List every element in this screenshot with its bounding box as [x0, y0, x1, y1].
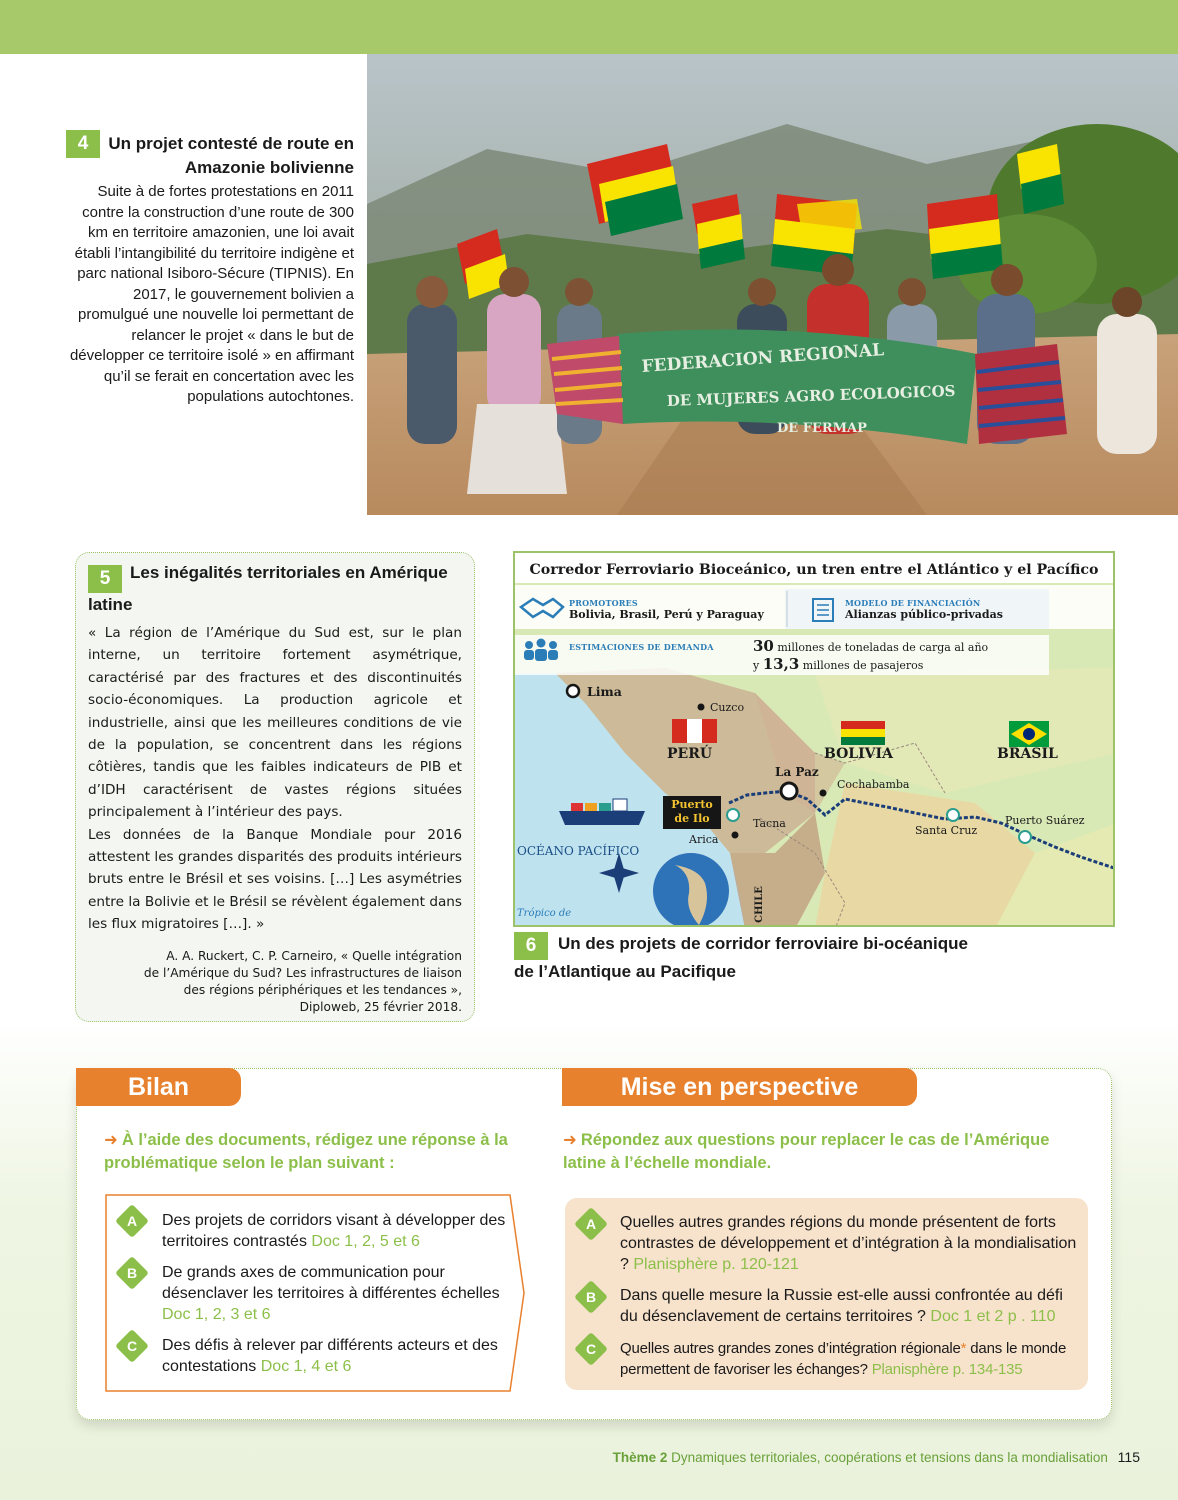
city-puerto-suarez: Puerto Suárez: [1005, 814, 1085, 827]
bilan-instruction: ➜ À l’aide des documents, rédigez une réponse à la problématique selon le plan suivant :: [104, 1131, 508, 1172]
tropic-label: Trópico de: [517, 908, 572, 919]
country-peru: PERÚ: [667, 746, 713, 762]
cochabamba-marker: [820, 790, 827, 797]
bilan-item-a: Des projets de corridors visant à développer des territoires contrastés Doc 1, 2, 5 et 6: [162, 1212, 506, 1250]
corridor-map: [513, 551, 1115, 927]
port-ilo-label: Puerto de Ilo: [663, 796, 721, 829]
doc6-caption: 6 Un des projets de corridor ferroviaire bi-océanique de l’Atlantique au Pacifique: [514, 934, 968, 981]
protest-photo: [367, 54, 1178, 515]
tacna-marker: [727, 809, 739, 821]
svg-text:DE FERMAP: DE FERMAP: [777, 421, 867, 436]
city-arica: Arica: [689, 833, 719, 846]
doc4-caption: Suite à de fortes protestations en 2011 contre la construction d’une route de 300 km en territoire amazonien, une loi avait établi l’intangibilité du territoire indigène et parc national Isiboro-Sécure (TIPNIS). En 2017, le gouvernement bolivien a promulgué une nouvelle loi permettant de relancer le projet « dans le but de développer ce territoire isolé » en affirmant qu’il se ferait en concertation avec les populations autochtones.: [69, 183, 354, 405]
arica-marker: [732, 832, 739, 839]
arrow-icon: ➜: [563, 1131, 577, 1149]
doc4-title: 4 Un projet contesté de route en Amazonie bolivienne: [66, 132, 354, 180]
doc4-number: 4: [66, 130, 100, 158]
mise-item-a: Quelles autres grandes régions du monde présentent de forts contrastes de développement et d’intégration à la mondialisation ? Planisphère p. 120-121: [620, 1214, 1077, 1273]
peru-flag-icon: [672, 719, 717, 743]
doc5-box: [75, 552, 475, 1022]
mise-item-c: Quelles autres grandes zones d’intégration régionale* dans le monde permettent de favoriser les échanges? Planisphère p. 134-135: [620, 1340, 1067, 1378]
bolivia-flag-icon: [841, 721, 885, 745]
svg-text:DE MUJERES AGRO ECOLOGICOS: DE MUJERES AGRO ECOLOGICOS: [666, 381, 956, 410]
lima-marker: [567, 685, 579, 697]
city-lima: Lima: [587, 684, 622, 699]
footer-title: Dynamiques territoriales, coopérations et tensions dans la mondialisation: [671, 1450, 1108, 1465]
city-santa-cruz: Santa Cruz: [915, 824, 978, 837]
brasil-flag-icon: [1009, 721, 1049, 747]
letter-b-badge: B: [574, 1280, 608, 1314]
country-chile: CHILE: [753, 886, 765, 923]
doc4-text: [66, 132, 354, 408]
doc6-number: 6: [514, 932, 548, 960]
ocean-label: OCÉANO PACÍFICO: [517, 844, 640, 858]
map-title: Corredor Ferroviario Bioceánico, un tren entre el Atlántico y el Pacífico: [529, 562, 1099, 578]
puerto-suarez-marker: [1019, 831, 1031, 843]
letter-b-badge: B: [115, 1256, 149, 1290]
demanda-values: 30 millones de toneladas de carga al año y 13,3 millones de pasajeros: [753, 637, 989, 673]
page-number: 115: [1117, 1449, 1140, 1465]
bilan-tab: Bilan: [76, 1068, 241, 1106]
doc5-title: 5 Les inégalités territoriales en Amérique latine: [88, 563, 448, 614]
country-brasil: BRASIL: [997, 746, 1058, 762]
doc5-source: A. A. Ruckert, C. P. Carneiro, « Quelle intégration de l’Amérique du Sud? Les infrastructures de liaison des régions périphériques et les tendances », Diploweb, 25 février 2018.: [143, 948, 462, 1014]
city-cuzco: Cuzco: [710, 701, 745, 714]
svg-text:FEDERACION REGIONAL: FEDERACION REGIONAL: [640, 340, 885, 377]
page-footer: [0, 1449, 1140, 1465]
top-band: [0, 0, 1178, 54]
doc5-paragraph-1: « La région de l’Amérique du Sud est, sur le plan interne, un territoire fortement asymétrique, caractérisé par des fractures et des discontinuités socio-économiques. La production agricole et industrielle, ainsi que les meilleures conditions de vie de la population, se concentrent dans les régions côtières, tandis que les faibles indicateurs de PIB et d’IDH caractérisent de vastes régions situées principalement à l’intérieur des pays.: [88, 625, 462, 821]
city-tacna: Tacna: [753, 817, 786, 830]
protest-photo-illustration: [367, 54, 1178, 515]
doc5-paragraph-2: Les données de la Banque Mondiale pour 2016 attestent les grandes disparités des produits intérieurs bruts entre le Brésil et ses voisins. […] Les asymétries entre la Bolivie et le Brésil se révèlent également dans les flux migratoires […]. »: [88, 826, 462, 933]
letter-c-badge: C: [574, 1332, 608, 1366]
globe-icon: [653, 853, 729, 927]
city-cochabamba: Cochabamba: [837, 778, 910, 791]
la-paz-marker: [781, 783, 797, 799]
city-la-paz: La Paz: [775, 765, 819, 779]
mise-en-perspective-tab: Mise en perspective: [562, 1068, 917, 1106]
bilan-item-b: De grands axes de communication pour désenclaver les territoires à différentes échelles Doc 1, 2, 3 et 6: [162, 1264, 500, 1323]
santa-cruz-marker: [947, 809, 959, 821]
modelo-info: MODELO DE FINANCIACIÓN Alianzas público-privadas: [845, 598, 1003, 621]
doc5-quote: [88, 622, 462, 936]
arrow-icon: ➜: [104, 1131, 118, 1149]
letter-c-badge: C: [115, 1329, 149, 1363]
letter-a-badge: A: [115, 1204, 149, 1238]
letter-a-badge: A: [574, 1207, 608, 1241]
footer-theme: Thème 2: [612, 1450, 668, 1465]
cuzco-marker: [698, 704, 705, 711]
doc5-number: 5: [88, 565, 122, 593]
mise-instruction: ➜ Répondez aux questions pour replacer le cas de l’Amérique latine à l’échelle mondiale.: [563, 1131, 1050, 1172]
country-bolivia: BOLIVIA: [824, 746, 893, 762]
bilan-item-c: Des défis à relever par différents acteurs et des contestations Doc 1, 4 et 6: [162, 1337, 498, 1375]
demanda-label: ESTIMACIONES DE DEMANDA: [569, 642, 714, 652]
promotores-info: PROMOTORES Bolivia, Brasil, Perú y Paraguay: [569, 598, 764, 621]
mise-item-b: Dans quelle mesure la Russie est-elle aussi confrontée au défi du désenclavement de certains territoires ? Doc 1 et 2 p . 110: [620, 1287, 1063, 1325]
